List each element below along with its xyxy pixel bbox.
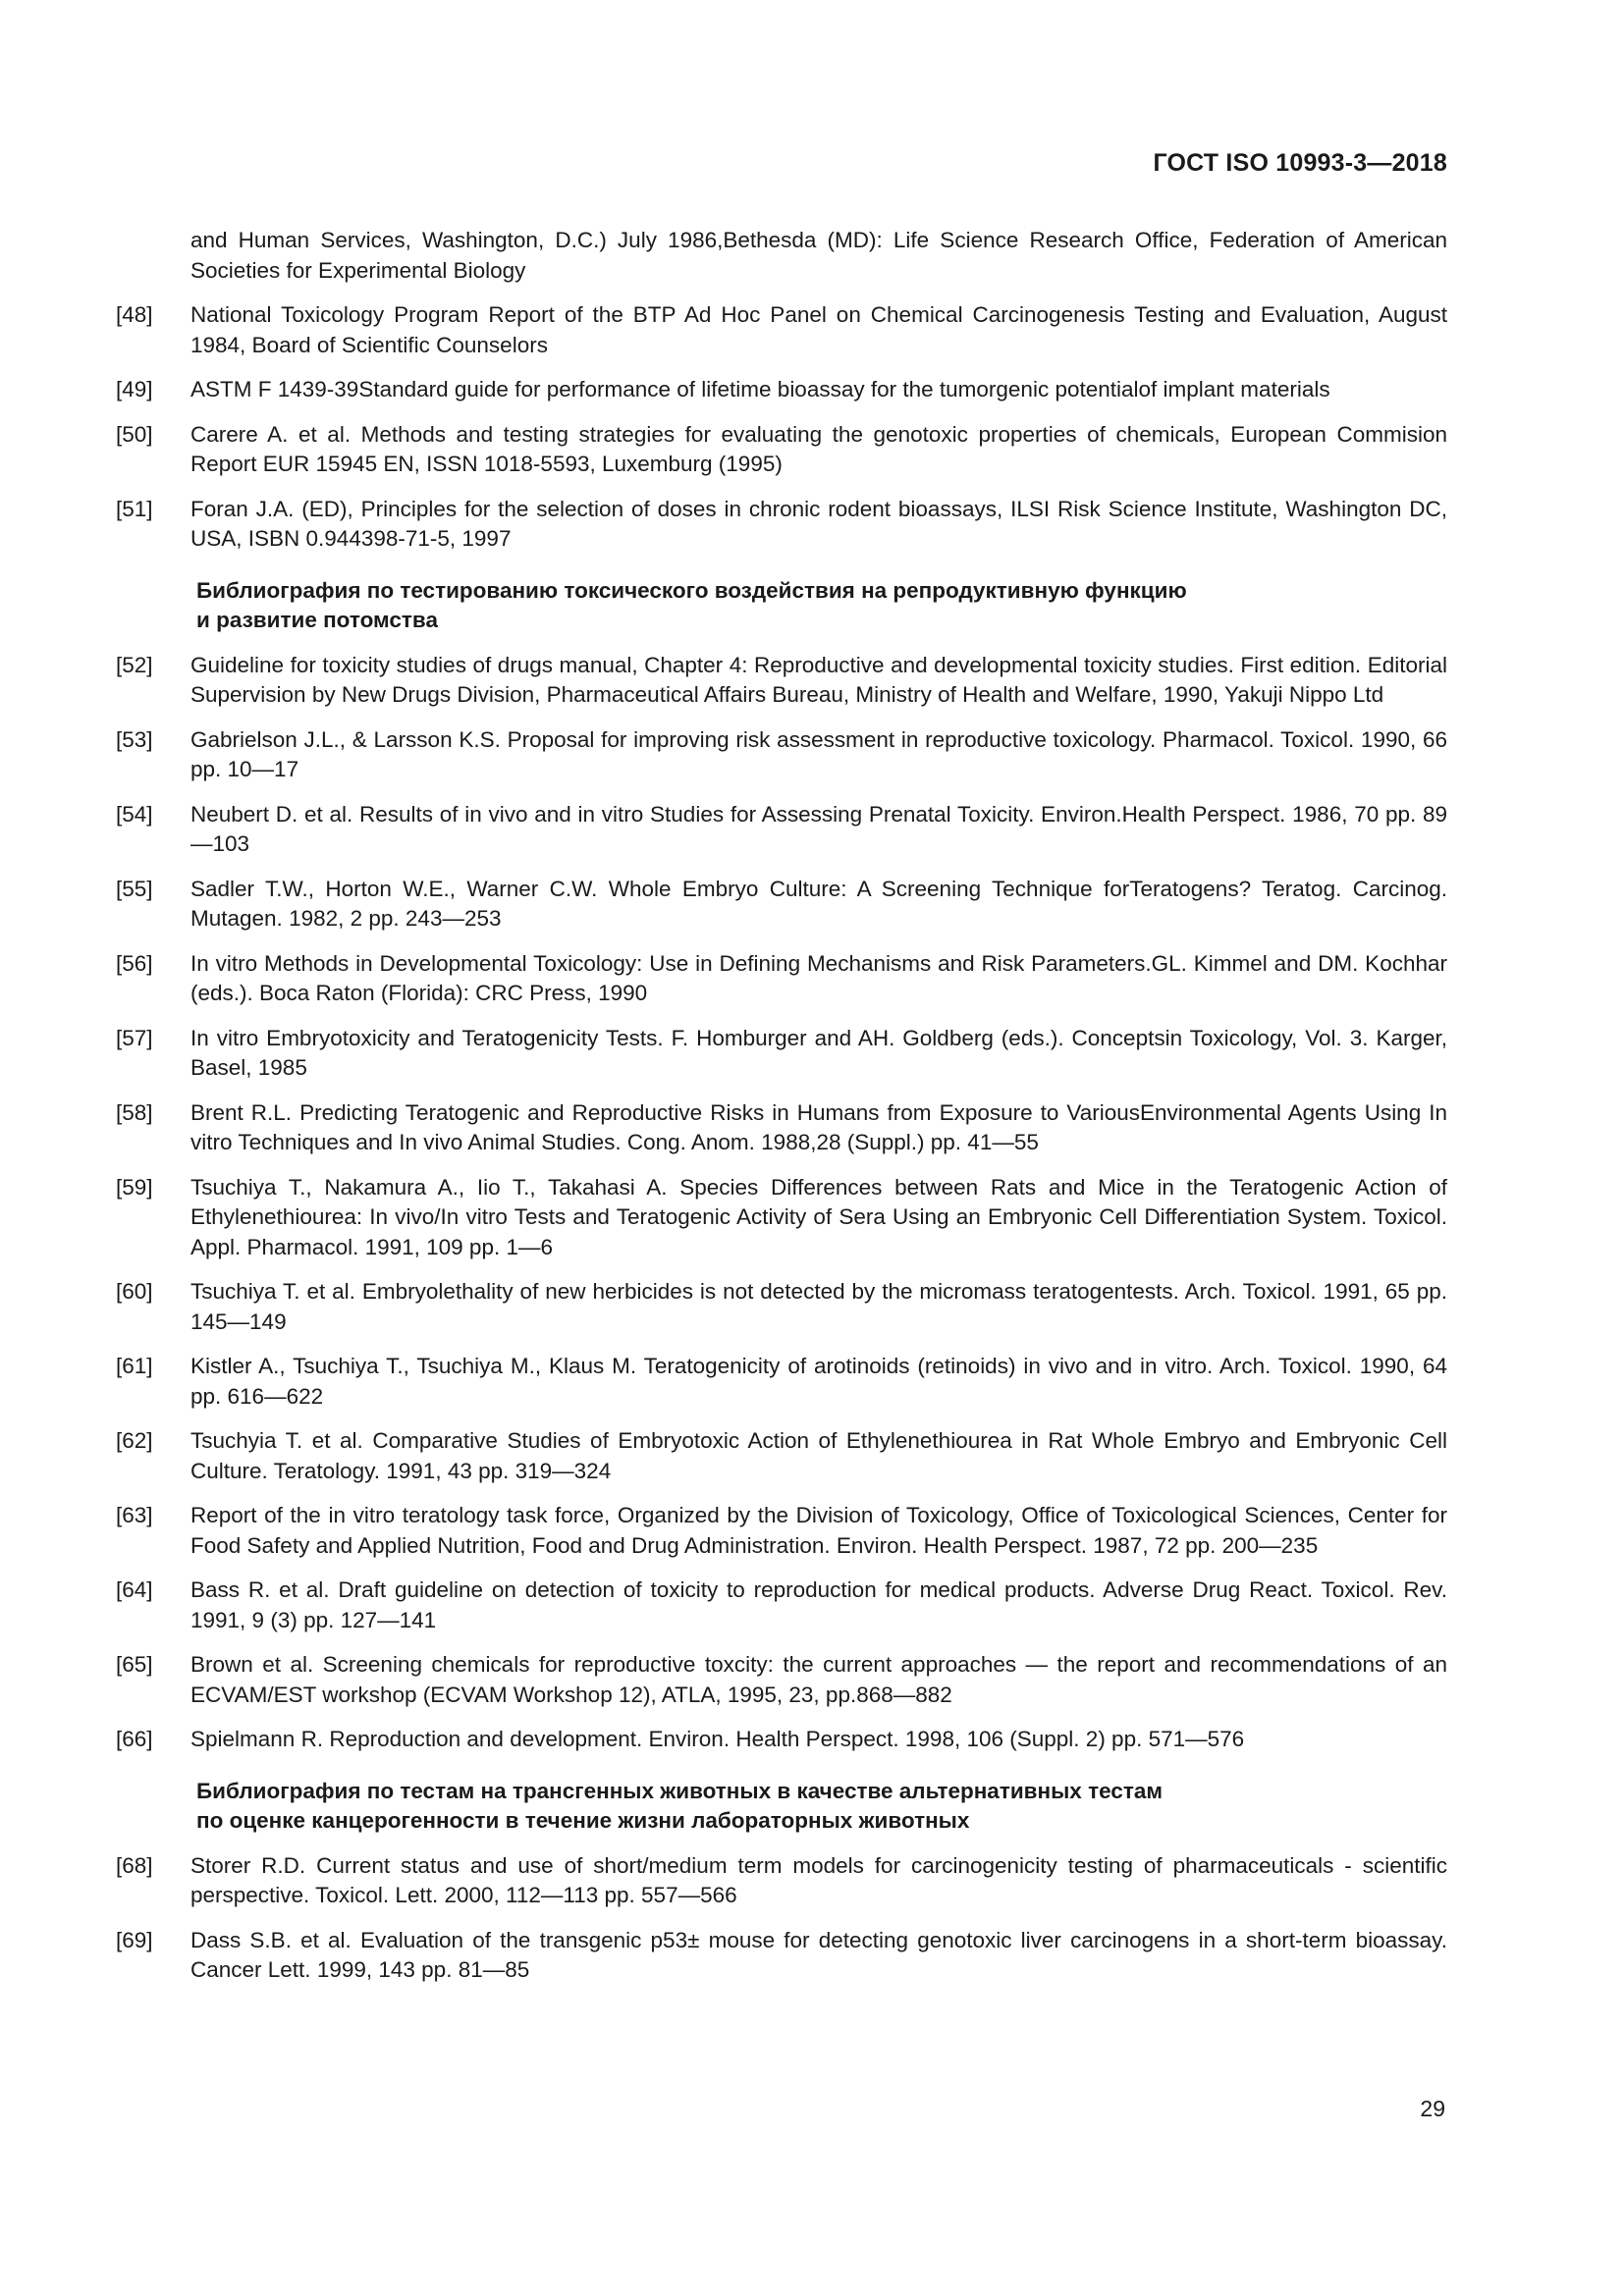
reference-text: Sadler T.W., Horton W.E., Warner C.W. Whole Embryo Culture: A Screening Technique forTeratogens? Teratog. Carcinog. Mutagen. 1982, 2 pp. 243—253 bbox=[190, 876, 1447, 931]
reference-entry bbox=[116, 1725, 1447, 1755]
section-heading-line: и развитие потомства bbox=[196, 607, 438, 632]
reference-text: Brent R.L. Predicting Teratogenic and Reproductive Risks in Humans from Exposure to VariousEnvironmental Agents Using In vitro Techniques and In vivo Animal Studies. Cong. Anom. 1988,28 (Suppl.) pp. 41—55 bbox=[190, 1099, 1447, 1154]
reference-number: [56] bbox=[116, 950, 153, 976]
reference-entry bbox=[116, 1098, 1447, 1158]
reference-text: In vitro Embryotoxicity and Teratogenicity Tests. F. Homburger and AH. Goldberg (eds.). Conceptsin Toxicology, Vol. 3. Karger, Basel, 1985 bbox=[190, 1025, 1447, 1080]
reference-entry bbox=[116, 1024, 1447, 1084]
reference-number: [54] bbox=[116, 801, 153, 827]
reference-entry bbox=[116, 875, 1447, 934]
reference-text: Foran J.A. (ED), Principles for the selection of doses in chronic rodent bioassays, ILSI Risk Science Institute, Washington DC, USA, ISBN 0.944398-71-5, 1997 bbox=[190, 496, 1447, 551]
reference-entry bbox=[116, 1426, 1447, 1486]
reference-text: Carere A. et al. Methods and testing strategies for evaluating the genotoxic properties of chemicals, European Commision Report EUR 15945 EN, ISSN 1018-5593, Luxemburg (1995) bbox=[190, 421, 1447, 476]
section-heading-reproductive bbox=[116, 576, 1447, 635]
reference-entry bbox=[116, 1650, 1447, 1710]
reference-text: Tsuchyia T. et al. Comparative Studies of Embryotoxic Action of Ethylenethiourea in Rat Whole Embryo and Embryonic Cell Culture. Teratology. 1991, 43 pp. 319—324 bbox=[190, 1428, 1447, 1483]
reference-entry bbox=[116, 300, 1447, 360]
reference-number: [50] bbox=[116, 421, 153, 447]
reference-number: [48] bbox=[116, 302, 153, 327]
reference-text: Spielmann R. Reproduction and development. Environ. Health Perspect. 1998, 106 (Suppl. 2) pp. 571—576 bbox=[190, 1727, 1245, 1751]
reference-entry bbox=[116, 1173, 1447, 1263]
reference-text: Kistler A., Tsuchiya T., Tsuchiya M., Klaus M. Teratogenicity of arotinoids (retinoids) in vivo and in vitro. Arch. Toxicol. 1990, 64 pp. 616—622 bbox=[190, 1354, 1447, 1409]
reference-text: Dass S.B. et al. Evaluation of the transgenic p53± mouse for detecting genotoxic liver carcinogens in a short-term bioassay. Cancer Lett. 1999, 143 pp. 81—85 bbox=[190, 1927, 1447, 1982]
reference-entry bbox=[116, 1352, 1447, 1412]
reference-number: [53] bbox=[116, 726, 153, 752]
reference-number: [61] bbox=[116, 1354, 153, 1378]
reference-text: Storer R.D. Current status and use of short/medium term models for carcinogenicity testing of pharmaceuticals - scientific perspective. Toxicol. Lett. 2000, 112—113 pp. 557—566 bbox=[190, 1852, 1447, 1907]
page-number: 29 bbox=[1420, 2096, 1445, 2121]
reference-text: Brown et al. Screening chemicals for reproductive toxcity: the current approaches — the report and recommendations of an ECVAM/EST workshop (ECVAM Workshop 12), ATLA, 1995, 23, pp.868—882 bbox=[190, 1652, 1447, 1707]
reference-text: In vitro Methods in Developmental Toxicology: Use in Defining Mechanisms and Risk Parameters.GL. Kimmel and DM. Kochhar (eds.). Boca Raton (Florida): CRC Press, 1990 bbox=[190, 950, 1447, 1005]
reference-text: Tsuchiya T. et al. Embryolethality of new herbicides is not detected by the micromass teratogentests. Arch. Toxicol. 1991, 65 pp. 145—149 bbox=[190, 1279, 1447, 1334]
reference-text: Gabrielson J.L., & Larsson K.S. Proposal for improving risk assessment in reproductive toxicology. Pharmacol. Toxicol. 1990, 66 pp. 10—17 bbox=[190, 726, 1447, 781]
reference-entry bbox=[116, 800, 1447, 860]
reference-number: [55] bbox=[116, 876, 153, 901]
reference-number: [59] bbox=[116, 1174, 153, 1200]
reference-text: Report of the in vitro teratology task force, Organized by the Division of Toxicology, Office of Toxicological Sciences, Center for Food Safety and Applied Nutrition, Food and Drug Administration. Environ. Health Perspect. 1987, 72 pp. 200—235 bbox=[190, 1503, 1447, 1558]
reference-number: [68] bbox=[116, 1852, 153, 1878]
reference-number: [66] bbox=[116, 1727, 153, 1751]
reference-entry bbox=[116, 651, 1447, 711]
reference-number: [65] bbox=[116, 1652, 153, 1677]
reference-list bbox=[116, 300, 1447, 555]
reference-text: ASTM F 1439-39Standard guide for performance of lifetime bioassay for the tumorgenic potentialof implant materials bbox=[190, 377, 1330, 401]
reference-text: National Toxicology Program Report of the BTP Ad Hoc Panel on Chemical Carcinogenesis Testing and Evaluation, August 1984, Board of Scientific Counselors bbox=[190, 302, 1447, 357]
reference-number: [60] bbox=[116, 1279, 153, 1304]
reference-entry bbox=[116, 1501, 1447, 1561]
reference-entry bbox=[116, 949, 1447, 1009]
reference-number: [69] bbox=[116, 1927, 153, 1952]
reference-entry bbox=[116, 375, 1447, 405]
bibliography-content bbox=[116, 226, 1447, 2001]
reference-entry bbox=[116, 1575, 1447, 1635]
reference-list bbox=[116, 651, 1447, 1755]
reference-number: [63] bbox=[116, 1503, 153, 1527]
reference-number: [51] bbox=[116, 496, 153, 521]
reference-number: [58] bbox=[116, 1099, 153, 1125]
reference-entry bbox=[116, 495, 1447, 555]
section-heading-line: Библиография по тестам на трансгенных животных в качестве альтернативных тестам bbox=[196, 1778, 1164, 1803]
continuation-paragraph: and Human Services, Washington, D.C.) July 1986,Bethesda (MD): Life Science Research Office, Federation of American Societies for Experimental Biology bbox=[190, 228, 1447, 283]
reference-number: [49] bbox=[116, 377, 153, 401]
section-heading-line: по оценке канцерогенности в течение жизни лабораторных животных bbox=[196, 1807, 970, 1833]
reference-text: Guideline for toxicity studies of drugs manual, Chapter 4: Reproductive and developmental toxicity studies. First edition. Editorial Supervision by New Drugs Division, Pharmaceutical Affairs Bureau, Ministry of Health and Welfare, 1990, Yakuji Nippo Ltd bbox=[190, 652, 1447, 707]
reference-entry bbox=[116, 1277, 1447, 1337]
page-header-standard: ГОСТ ISO 10993-3—2018 bbox=[1153, 149, 1447, 177]
reference-list bbox=[116, 1851, 1447, 1986]
section-heading-transgenic bbox=[116, 1777, 1447, 1836]
reference-text: Neubert D. et al. Results of in vivo and in vitro Studies for Assessing Prenatal Toxicity. Environ.Health Perspect. 1986, 70 pp. 89—103 bbox=[190, 801, 1447, 856]
reference-entry bbox=[116, 1926, 1447, 1986]
reference-entry bbox=[116, 725, 1447, 785]
reference-text: Tsuchiya T., Nakamura A., Iio T., Takahasi A. Species Differences between Rats and Mice in the Teratogenic Action of Ethylenethiourea: In vivo/In vitro Tests and Teratogenic Activity of Sera Using an Embryonic Cell Differentiation System. Toxicol. Appl. Pharmacol. 1991, 109 pp. 1—6 bbox=[190, 1174, 1447, 1259]
reference-number: [52] bbox=[116, 652, 153, 677]
reference-text: Bass R. et al. Draft guideline on detection of toxicity to reproduction for medical products. Adverse Drug React. Toxicol. Rev. 1991, 9 (3) pp. 127—141 bbox=[190, 1577, 1447, 1632]
section-heading-line: Библиография по тестированию токсического воздействия на репродуктивную функцию bbox=[196, 577, 1187, 603]
reference-entry bbox=[116, 1851, 1447, 1911]
reference-entry bbox=[116, 420, 1447, 480]
reference-number: [62] bbox=[116, 1428, 153, 1453]
reference-number: [57] bbox=[116, 1025, 153, 1050]
reference-number: [64] bbox=[116, 1577, 153, 1602]
